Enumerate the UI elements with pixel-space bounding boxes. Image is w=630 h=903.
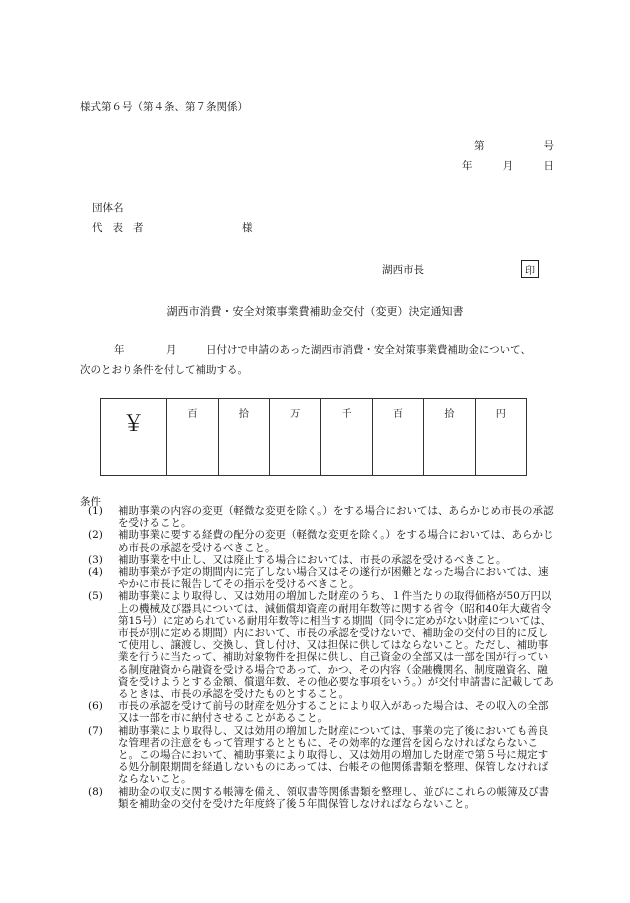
unit-cell: 百 xyxy=(167,399,218,476)
amount-row xyxy=(101,399,527,476)
condition-text: 補助事業により取得し、又は効用の増加した財産のうち、１件当たりの取得価格が50万円以上の機械及び器具については、減価償却資産の耐用年数等に関する省令（昭和40年大蔵省令第15号）に定められている耐用年数等に相当する期間（同令に定めがない財産については、市長が別に定める期間）内において、市長の承認を受けないで、補助金の交付の目的に反して使用し、譲渡し、交換し、貸し付け、又は担保に供してはならないこと。ただし、補助事業を行うに当たって、補助対象物件を担保に供し、自己資金の全部又は一部を国が行っている制度融資から融資を受ける場合であって、かつ、その内容（金融機関名、制度融資名、融資を受けようとする金額、償還年数、その他必要な事項をいう。）が交付申請書に記載してあるときは、市長の承認を受けたものとすること。 xyxy=(118,590,554,701)
condition-number: (6) xyxy=(88,700,103,713)
condition-item xyxy=(88,554,558,566)
condition-item xyxy=(88,566,558,590)
form-id: 様式第６号（第４条、第７条関係） xyxy=(80,101,248,113)
honorific: 様 xyxy=(242,222,253,234)
condition-number: (2) xyxy=(88,529,103,542)
condition-text: 補助事業に要する経費の配分の変更（軽微な変更を除く。）をする場合においては、あらかじめ市長の承認を受けるべきこと。 xyxy=(118,529,554,554)
issue-month: 月 xyxy=(502,160,514,172)
condition-item xyxy=(88,725,558,786)
condition-text: 市長の承認を受けて前号の財産を処分することにより収入があった場合は、その収入の全部又は一部を市に納付させることがあること。 xyxy=(118,700,549,725)
addressee-rep xyxy=(92,220,253,235)
unit-cell: 百 xyxy=(372,399,423,476)
unit-cell: 円 xyxy=(475,399,526,476)
condition-item xyxy=(88,590,558,700)
condition-number: (7) xyxy=(88,724,103,737)
issuer-name: 湖西市長 xyxy=(382,264,424,276)
condition-text: 補助事業の内容の変更（軽微な変更を除く。）をする場合においては、あらかじめ市長の承認を受けること。 xyxy=(118,505,554,530)
rep-label: 代表者 xyxy=(92,222,154,234)
condition-number: (8) xyxy=(88,785,103,798)
issue-go: 号 xyxy=(543,140,554,152)
condition-number: (3) xyxy=(88,553,103,566)
body-year: 年 xyxy=(114,344,125,356)
seal-box: 印 xyxy=(521,260,539,278)
condition-item xyxy=(88,786,558,810)
unit-cell: 拾 xyxy=(424,399,475,476)
body-line-2: 次のとおり条件を付して補助する。 xyxy=(80,364,248,376)
issue-year: 年 xyxy=(462,160,473,172)
document-title: 湖西市消費・安全対策事業費補助金交付（変更）決定通知書 xyxy=(166,305,464,318)
unit-cell: 千 xyxy=(321,399,372,476)
body-month: 月 xyxy=(166,344,177,356)
issue-number xyxy=(474,138,554,153)
condition-text: 補助事業が予定の期間内に完了しない場合又はその遂行が困難となった場合においては、速やかに市長に報告してその指示を受けるべきこと。 xyxy=(118,566,549,591)
condition-item xyxy=(88,700,558,724)
condition-item xyxy=(88,505,558,529)
issue-dai: 第 xyxy=(474,140,485,152)
yen-sign: ￥ xyxy=(101,399,167,476)
condition-number: (1) xyxy=(88,505,103,517)
condition-text: 補助事業により取得し、又は効用の増加した財産については、事業の完了後においても善良な管理者の注意をもって管理するとともに、その効率的な運営を図らなければならないこと。この場合において、補助事業により取得し、又は効用の増加した財産で第５号に規定する処分制限期間を経過しないものにあっては、台帳その他関係書類を整理、保管しなければならないこと。 xyxy=(118,724,549,786)
body-line-1 xyxy=(114,342,531,357)
addressee-org: 団体名 xyxy=(92,202,124,214)
issue-date xyxy=(462,158,554,173)
condition-number: (5) xyxy=(88,590,103,603)
condition-item xyxy=(88,529,558,553)
unit-cell: 拾 xyxy=(218,399,269,476)
amount-table xyxy=(100,398,527,476)
condition-text: 補助事業を中止し、又は廃止する場合においては、市長の承認を受けるべきこと。 xyxy=(118,553,507,566)
conditions-list xyxy=(88,505,558,810)
conditions-heading: 条件 xyxy=(80,496,101,508)
issue-day: 日 xyxy=(543,160,554,172)
unit-cell: 万 xyxy=(270,399,321,476)
condition-number: (4) xyxy=(88,566,103,579)
body-line-1-text: 日付けで申請のあった湖西市消費・安全対策事業費補助金について、 xyxy=(206,344,531,356)
condition-text: 補助金の収支に関する帳簿を備え、領収書等関係書類を整理し、並びにこれらの帳簿及び書類を補助金の交付を受けた年度終了後５年間保管しなければならないこと。 xyxy=(118,785,550,810)
